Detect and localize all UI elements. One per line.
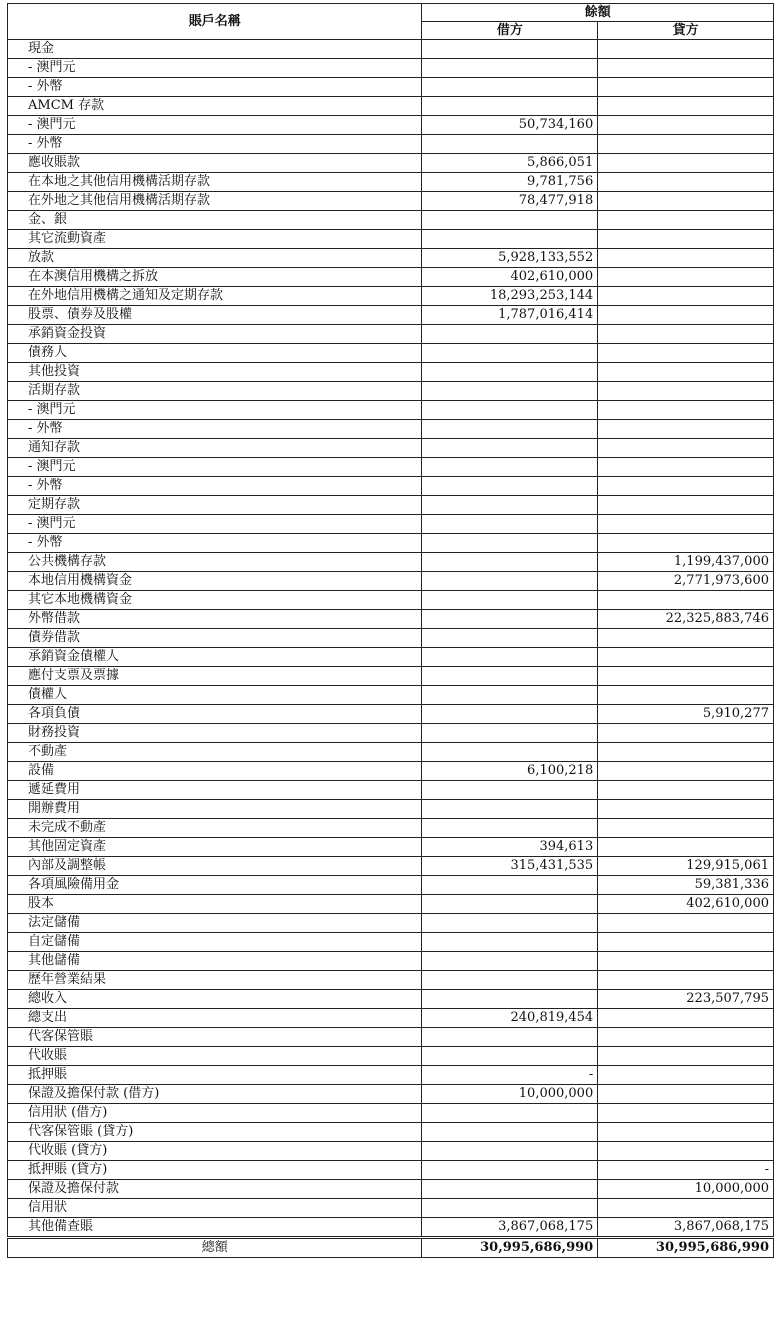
table-row (8, 401, 774, 420)
account-name-cell: - 澳門元 (8, 59, 422, 78)
table-row (8, 420, 774, 439)
account-name-cell: - 澳門元 (8, 401, 422, 420)
table-row (8, 1218, 774, 1238)
table-row (8, 781, 774, 800)
credit-cell (598, 363, 774, 382)
account-name-cell: 在本澳信用機構之拆放 (8, 268, 422, 287)
table-row (8, 1142, 774, 1161)
debit-cell: 18,293,253,144 (422, 287, 598, 306)
table-row (8, 1085, 774, 1104)
debit-cell (422, 325, 598, 344)
credit-cell (598, 1199, 774, 1218)
table-row (8, 97, 774, 116)
debit-cell (422, 97, 598, 116)
credit-cell (598, 496, 774, 515)
account-name-cell: 各項負債 (8, 705, 422, 724)
table-row (8, 629, 774, 648)
balance-sheet (7, 3, 774, 1258)
debit-cell (422, 724, 598, 743)
account-name-cell: 公共機構存款 (8, 553, 422, 572)
account-name-cell: 內部及調整帳 (8, 857, 422, 876)
table-row (8, 1104, 774, 1123)
account-name-cell: 其他固定資產 (8, 838, 422, 857)
credit-cell: 402,610,000 (598, 895, 774, 914)
credit-cell (598, 116, 774, 135)
account-name-cell: 金、銀 (8, 211, 422, 230)
debit-cell (422, 610, 598, 629)
table-row (8, 838, 774, 857)
debit-cell (422, 591, 598, 610)
table-row (8, 952, 774, 971)
credit-cell (598, 40, 774, 59)
account-name-cell: 各項風險備用金 (8, 876, 422, 895)
account-name-cell: 信用狀 (8, 1199, 422, 1218)
credit-cell (598, 325, 774, 344)
debit-cell (422, 705, 598, 724)
header-row-1 (8, 4, 774, 22)
debit-cell (422, 458, 598, 477)
debit-cell: 10,000,000 (422, 1085, 598, 1104)
credit-cell (598, 667, 774, 686)
credit-cell: - (598, 1161, 774, 1180)
table-row (8, 306, 774, 325)
debit-cell (422, 743, 598, 762)
table-row (8, 686, 774, 705)
table-row (8, 1028, 774, 1047)
credit-cell: 1,199,437,000 (598, 553, 774, 572)
debit-cell: 9,781,756 (422, 173, 598, 192)
credit-cell (598, 591, 774, 610)
credit-cell (598, 1028, 774, 1047)
credit-cell: 5,910,277 (598, 705, 774, 724)
debit-cell (422, 1142, 598, 1161)
credit-cell (598, 1047, 774, 1066)
table-row (8, 1009, 774, 1028)
debit-cell: 1,787,016,414 (422, 306, 598, 325)
debit-cell (422, 876, 598, 895)
credit-cell (598, 59, 774, 78)
account-name-cell: 定期存款 (8, 496, 422, 515)
table-row (8, 724, 774, 743)
credit-cell (598, 230, 774, 249)
debit-cell (422, 1199, 598, 1218)
debit-cell (422, 477, 598, 496)
table-row (8, 154, 774, 173)
credit-cell (598, 1085, 774, 1104)
debit-cell (422, 534, 598, 553)
credit-cell (598, 477, 774, 496)
table-row (8, 895, 774, 914)
debit-cell (422, 1047, 598, 1066)
account-name-cell: 其它本地機構資金 (8, 591, 422, 610)
table-row (8, 78, 774, 97)
credit-cell (598, 268, 774, 287)
account-name-cell: 應付支票及票據 (8, 667, 422, 686)
credit-cell (598, 933, 774, 952)
account-name-cell: 外幣借款 (8, 610, 422, 629)
debit-cell (422, 1180, 598, 1199)
credit-cell (598, 724, 774, 743)
account-name-cell: 承銷資金債權人 (8, 648, 422, 667)
credit-cell (598, 1066, 774, 1085)
account-name-cell: - 澳門元 (8, 458, 422, 477)
debit-cell (422, 439, 598, 458)
credit-cell (598, 97, 774, 116)
account-name-cell: 代收賬 (8, 1047, 422, 1066)
credit-cell (598, 458, 774, 477)
account-name-cell: 債券借款 (8, 629, 422, 648)
account-name-cell: 開辦費用 (8, 800, 422, 819)
debit-cell (422, 686, 598, 705)
debit-cell (422, 819, 598, 838)
table-row (8, 819, 774, 838)
credit-cell: 3,867,068,175 (598, 1218, 774, 1238)
table-row (8, 439, 774, 458)
total-row (8, 1238, 774, 1258)
credit-cell: 2,771,973,600 (598, 572, 774, 591)
credit-cell (598, 287, 774, 306)
account-name-cell: 歷年營業結果 (8, 971, 422, 990)
account-name-cell: 活期存款 (8, 382, 422, 401)
table-row (8, 477, 774, 496)
table-row (8, 705, 774, 724)
debit-cell (422, 933, 598, 952)
table-row (8, 515, 774, 534)
table-row (8, 40, 774, 59)
credit-cell (598, 762, 774, 781)
account-name-cell: 債權人 (8, 686, 422, 705)
table-row (8, 876, 774, 895)
credit-cell (598, 420, 774, 439)
table-row (8, 1047, 774, 1066)
account-name-cell: 放款 (8, 249, 422, 268)
table-row (8, 553, 774, 572)
debit-cell (422, 971, 598, 990)
account-name-cell: 財務投資 (8, 724, 422, 743)
account-name-cell: 股票、債券及股權 (8, 306, 422, 325)
debit-cell (422, 344, 598, 363)
table-row (8, 743, 774, 762)
table-row (8, 572, 774, 591)
table-row (8, 192, 774, 211)
debit-cell (422, 1104, 598, 1123)
table-row (8, 59, 774, 78)
credit-cell (598, 743, 774, 762)
debit-cell (422, 401, 598, 420)
table-body (8, 40, 774, 1238)
table-row (8, 268, 774, 287)
table-row (8, 287, 774, 306)
account-name-cell: 總支出 (8, 1009, 422, 1028)
debit-cell (422, 553, 598, 572)
credit-cell (598, 211, 774, 230)
table-row (8, 382, 774, 401)
credit-cell (598, 154, 774, 173)
debit-cell (422, 572, 598, 591)
total-debit: 30,995,686,990 (422, 1238, 598, 1258)
account-name-cell: 應收賬款 (8, 154, 422, 173)
debit-cell (422, 420, 598, 439)
credit-cell (598, 1009, 774, 1028)
total-label: 總額 (8, 1238, 422, 1258)
credit-cell (598, 515, 774, 534)
account-name-cell: 其他儲備 (8, 952, 422, 971)
debit-cell: 240,819,454 (422, 1009, 598, 1028)
table-row (8, 458, 774, 477)
debit-cell (422, 78, 598, 97)
debit-cell (422, 629, 598, 648)
table-row (8, 1066, 774, 1085)
table-row (8, 496, 774, 515)
debit-cell (422, 1123, 598, 1142)
debit-cell: 5,928,133,552 (422, 249, 598, 268)
debit-cell (422, 40, 598, 59)
total-credit: 30,995,686,990 (598, 1238, 774, 1258)
debit-cell: 394,613 (422, 838, 598, 857)
account-name-cell: 自定儲備 (8, 933, 422, 952)
credit-cell (598, 1104, 774, 1123)
table-row (8, 591, 774, 610)
credit-cell: 129,915,061 (598, 857, 774, 876)
account-name-cell: - 外幣 (8, 420, 422, 439)
credit-cell (598, 1142, 774, 1161)
debit-cell (422, 990, 598, 1009)
debit-cell (422, 515, 598, 534)
account-name-cell: 在外地之其他信用機構活期存款 (8, 192, 422, 211)
account-name-cell: 本地信用機構資金 (8, 572, 422, 591)
account-name-cell: 通知存款 (8, 439, 422, 458)
debit-cell (422, 363, 598, 382)
credit-cell (598, 401, 774, 420)
credit-cell (598, 1123, 774, 1142)
account-name-cell: 在本地之其他信用機構活期存款 (8, 173, 422, 192)
debit-cell: 50,734,160 (422, 116, 598, 135)
account-name-cell: - 外幣 (8, 135, 422, 154)
table-row (8, 1199, 774, 1218)
credit-cell (598, 306, 774, 325)
account-name-cell: - 外幣 (8, 477, 422, 496)
debit-cell (422, 781, 598, 800)
table-row (8, 363, 774, 382)
table-row (8, 344, 774, 363)
table-row (8, 800, 774, 819)
table-row (8, 648, 774, 667)
debit-cell (422, 895, 598, 914)
debit-cell (422, 496, 598, 515)
account-name-cell: 不動產 (8, 743, 422, 762)
credit-cell (598, 952, 774, 971)
balance-header: 餘額 (422, 4, 774, 22)
account-name-cell: 遞延費用 (8, 781, 422, 800)
table-row (8, 610, 774, 629)
account-name-cell: 法定儲備 (8, 914, 422, 933)
debit-cell: 3,867,068,175 (422, 1218, 598, 1238)
credit-cell (598, 781, 774, 800)
table-row (8, 230, 774, 249)
debit-cell (422, 952, 598, 971)
debit-cell (422, 1161, 598, 1180)
account-name-cell: 股本 (8, 895, 422, 914)
credit-cell: 10,000,000 (598, 1180, 774, 1199)
account-name-cell: 抵押賬 (貸方) (8, 1161, 422, 1180)
debit-header: 借方 (422, 22, 598, 40)
table-row (8, 135, 774, 154)
table-row (8, 211, 774, 230)
account-name-cell: - 外幣 (8, 534, 422, 553)
account-name-cell: 總收入 (8, 990, 422, 1009)
credit-cell (598, 914, 774, 933)
credit-cell (598, 439, 774, 458)
debit-cell (422, 211, 598, 230)
table-row (8, 325, 774, 344)
credit-cell: 223,507,795 (598, 990, 774, 1009)
debit-cell: 402,610,000 (422, 268, 598, 287)
credit-cell (598, 249, 774, 268)
account-name-cell: 在外地信用機構之通知及定期存款 (8, 287, 422, 306)
debit-cell: 6,100,218 (422, 762, 598, 781)
credit-cell (598, 629, 774, 648)
account-name-cell: 未完成不動產 (8, 819, 422, 838)
account-name-cell: - 外幣 (8, 78, 422, 97)
table-row (8, 173, 774, 192)
account-name-cell: AMCM 存款 (8, 97, 422, 116)
credit-cell (598, 344, 774, 363)
account-name-cell: 債務人 (8, 344, 422, 363)
account-name-cell: 其他備查賬 (8, 1218, 422, 1238)
debit-cell (422, 648, 598, 667)
credit-cell (598, 838, 774, 857)
credit-cell: 22,325,883,746 (598, 610, 774, 629)
debit-cell (422, 1028, 598, 1047)
table-row (8, 1161, 774, 1180)
account-name-cell: 保證及擔保付款 (借方) (8, 1085, 422, 1104)
credit-cell (598, 800, 774, 819)
table-row (8, 249, 774, 268)
debit-cell: 315,431,535 (422, 857, 598, 876)
table-row (8, 534, 774, 553)
credit-cell: 59,381,336 (598, 876, 774, 895)
table-row (8, 914, 774, 933)
debit-cell (422, 382, 598, 401)
table-row (8, 990, 774, 1009)
debit-cell: 5,866,051 (422, 154, 598, 173)
account-name-cell: 承銷資金投資 (8, 325, 422, 344)
account-name-cell: 其它流動資產 (8, 230, 422, 249)
credit-cell (598, 78, 774, 97)
account-name-cell: 代客保管賬 (貸方) (8, 1123, 422, 1142)
table-row (8, 667, 774, 686)
table-row (8, 1123, 774, 1142)
credit-cell (598, 135, 774, 154)
account-name-cell: 其他投資 (8, 363, 422, 382)
credit-cell (598, 192, 774, 211)
trial-balance-table (7, 3, 774, 1258)
account-name-cell: - 澳門元 (8, 116, 422, 135)
credit-cell (598, 534, 774, 553)
account-name-cell: 代收賬 (貸方) (8, 1142, 422, 1161)
credit-cell (598, 819, 774, 838)
credit-cell (598, 686, 774, 705)
credit-header: 貸方 (598, 22, 774, 40)
debit-cell (422, 59, 598, 78)
account-name-cell: - 澳門元 (8, 515, 422, 534)
debit-cell (422, 800, 598, 819)
account-name-cell: 代客保管賬 (8, 1028, 422, 1047)
account-name-cell: 保證及擔保付款 (8, 1180, 422, 1199)
account-name-cell: 設備 (8, 762, 422, 781)
table-row (8, 933, 774, 952)
credit-cell (598, 648, 774, 667)
table-row (8, 1180, 774, 1199)
account-name-header: 賬戶名稱 (8, 4, 422, 40)
account-name-cell: 現金 (8, 40, 422, 59)
credit-cell (598, 382, 774, 401)
account-name-cell: 抵押賬 (8, 1066, 422, 1085)
debit-cell (422, 135, 598, 154)
table-row (8, 857, 774, 876)
debit-cell: 78,477,918 (422, 192, 598, 211)
table-row (8, 971, 774, 990)
debit-cell (422, 230, 598, 249)
account-name-cell: 信用狀 (借方) (8, 1104, 422, 1123)
table-row (8, 762, 774, 781)
credit-cell (598, 971, 774, 990)
debit-cell (422, 667, 598, 686)
table-row (8, 116, 774, 135)
credit-cell (598, 173, 774, 192)
debit-cell: - (422, 1066, 598, 1085)
debit-cell (422, 914, 598, 933)
